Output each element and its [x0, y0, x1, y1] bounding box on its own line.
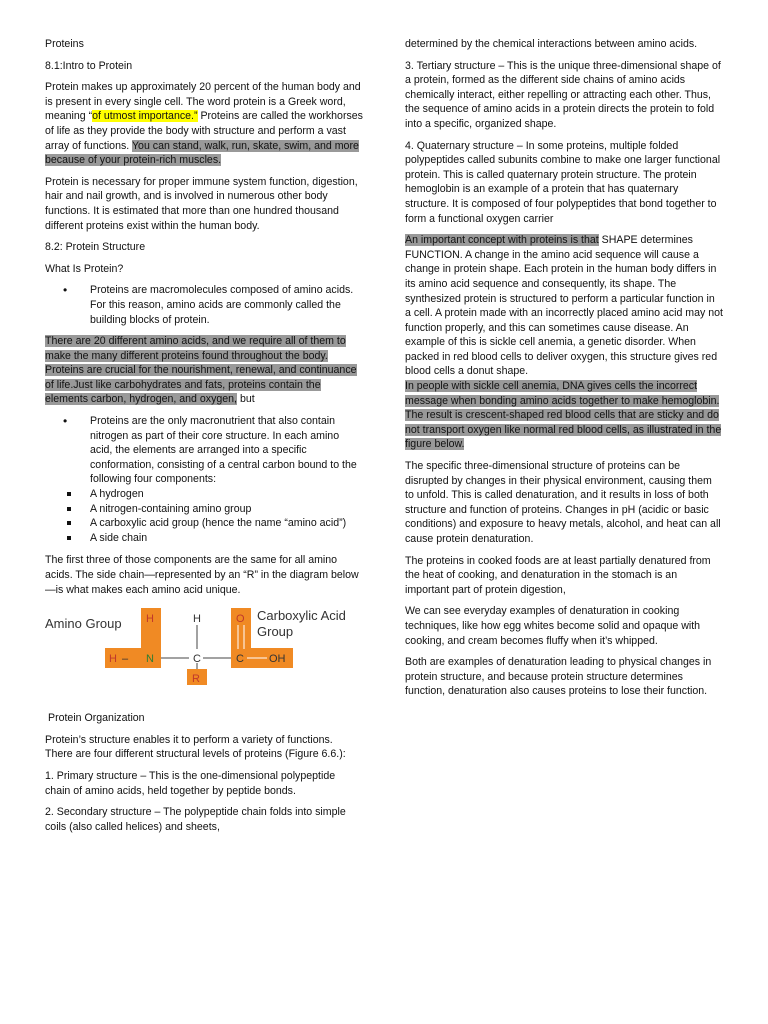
- bullet-macromolecules: • Proteins are macromolecules composed of amino acids. For this reason, amino acids are commonly called the building blocks of protein.: [90, 283, 363, 327]
- atom-h-top-center: H: [193, 613, 201, 626]
- carboxyl-label-line2: Group: [257, 624, 294, 640]
- component-item: A hydrogen: [90, 487, 363, 502]
- secondary-structure-continuation: determined by the chemical interactions between amino acids.: [405, 38, 698, 50]
- components-list: [45, 487, 363, 545]
- intro-paragraph: [45, 80, 363, 168]
- intro-text-b: Proteins are called the workhorses of life as they provide the body with structure and perform a vast array of functions.: [45, 110, 363, 152]
- organization-paragraph: Protein’s structure enables it to perform a variety of functions. There are four different structural levels of proteins (Figure 6.6.):: [45, 733, 346, 761]
- bullet-list-2: [45, 414, 363, 487]
- shape-function-paragraph: [405, 233, 723, 452]
- bullet-nitrogen: • Proteins are the only macronutrient that also contain nitrogen as part of their core structure. In each amino acid, the elements are arranged into a specific conformation, consisting of a central carbon bound to the following four components:: [90, 414, 363, 487]
- section-heading-intro: 8.1:Intro to Protein: [45, 59, 133, 72]
- highlight-muscles: You can stand, walk, run, skate, swim, and more because of your protein-rich muscles.: [45, 139, 359, 167]
- atom-oh: OH: [269, 653, 286, 666]
- right-column: [405, 37, 723, 706]
- document-title: Proteins: [45, 38, 84, 50]
- amino-text-b: but: [237, 393, 255, 406]
- tertiary-structure-paragraph: 3. Tertiary structure – This is the unique three-dimensional shape of a protein, formed as the different side chains of amino acids chemically interact, either repelling or attracting each other. Thus, the sequence of amino acids in a protein directs the protein to fold into a specific, organized shape.: [405, 59, 721, 130]
- bullet-list-1: [45, 283, 363, 327]
- secondary-structure-paragraph: 2. Secondary structure – The polypeptide chain folds into simple coils (also called helices) and sheets,: [45, 806, 346, 833]
- section-heading-structure: 8.2: Protein Structure: [45, 241, 146, 254]
- cooked-foods-paragraph: The proteins in cooked foods are at least partially denatured from the heat of cooking, and denaturation in the stomach is an important part of protein digestion,: [405, 554, 711, 596]
- quaternary-structure-paragraph: 4. Quaternary structure – In some proteins, multiple folded polypeptides called subunits combine to make one larger functional protein. This is called quaternary protein structure. The protein hemoglobin is an example of a protein that has quaternary structure. It is composed of four polypeptides that bond together to form a functional oxygen carrier: [405, 139, 721, 225]
- atom-h-left: H: [109, 653, 117, 666]
- highlight-important-concept: An important concept with proteins is that: [405, 234, 599, 247]
- everyday-examples-paragraph: We can see everyday examples of denaturation in cooking techniques, like how egg whites become solid and opaque with cooking, and cream becomes fluffy when it’s whipped.: [405, 605, 701, 647]
- atom-h-top-left: H: [146, 613, 154, 626]
- amino-group-label: Amino Group: [45, 616, 122, 632]
- denaturation-paragraph: The specific three-dimensional structure of proteins can be disrupted by changes in their physical environment, causing them to unfold. This is called denaturation, and it results in loss of both structure and function of proteins. Changes in pH (acidic or basic conditions) and exposure to heavy metals, alcohol, and heat can all cause protein denaturation.: [405, 460, 721, 545]
- highlight-20-amino-acids: There are 20 different amino acids, and we require all of them to make the many different proteins found throughout the body. Proteins are crucial for the nourishment, renewal, and continuance of life.Just like carbohydrates and fats, proteins contain the elements carbon, hydrogen, and oxygen,: [45, 335, 357, 406]
- component-item: A side chain: [90, 531, 363, 546]
- amino-acids-paragraph: [45, 334, 363, 407]
- highlight-sickle-cell: In people with sickle cell anemia, DNA gives cells the incorrect message when bonding amino acids together to make hemoglobin. The result is crescent-shaped red blood cells that are sticky and do not transport oxygen like normal red blood cells, as illustrated in the figure below.: [405, 380, 722, 451]
- atom-o: O: [236, 613, 245, 626]
- intro-text-a: Protein makes up approximately 20 percent of the human body and is present in every single cell. The word protein is a Greek word, meaning “: [45, 81, 361, 123]
- bond-h-n: –: [122, 653, 129, 666]
- carboxyl-label-line1: Carboxylic Acid: [257, 608, 346, 624]
- primary-structure-paragraph: 1. Primary structure – This is the one-dimensional polypeptide chain of amino acids, held together by peptide bonds.: [45, 769, 336, 797]
- amino-acid-diagram: [45, 605, 363, 685]
- side-chain-paragraph: The first three of those components are the same for all amino acids. The side chain—represented by an “R” in the diagram below —is what makes each amino acid unique.: [45, 554, 359, 596]
- component-item: A carboxylic acid group (hence the name “amino acid”): [90, 516, 363, 531]
- what-is-protein-heading: What Is Protein?: [45, 262, 124, 275]
- section-heading-organization: Protein Organization: [48, 712, 145, 725]
- component-item: A nitrogen-containing amino group: [90, 502, 363, 517]
- shape-function-text: SHAPE determines FUNCTION. A change in the amino acid sequence will cause a change in protein shape. Each protein in the human body differs in its amino acid sequence and consequently, its shape. The synthesized protein is structured to perform a particular function in a cell. A protein made with an incorrectly placed amino acid may not function properly, and this can sometimes cause disease. An example of this is sickle cell anemia, a genetic disorder. When packed in red blood cells to deliver oxygen, this structure gives red blood cells a donut shape.: [405, 234, 723, 378]
- highlight-utmost-importance: of utmost importance.”: [92, 110, 198, 123]
- atom-r: R: [192, 673, 200, 686]
- atom-c-right: C: [236, 653, 244, 666]
- denaturation-summary-paragraph: Both are examples of denaturation leading to physical changes in protein structure, and because protein structure determines function, denaturation also causes proteins to lose their function.: [405, 656, 712, 698]
- necessity-paragraph: Protein is necessary for proper immune system function, digestion, hair and nail growth, and is involved in numerous other body functions. It is estimated that more than one hundred thousand different proteins exist within the human body.: [45, 175, 358, 232]
- atom-n: N: [146, 653, 154, 666]
- left-column: [45, 37, 363, 841]
- atom-c-center: C: [193, 653, 201, 666]
